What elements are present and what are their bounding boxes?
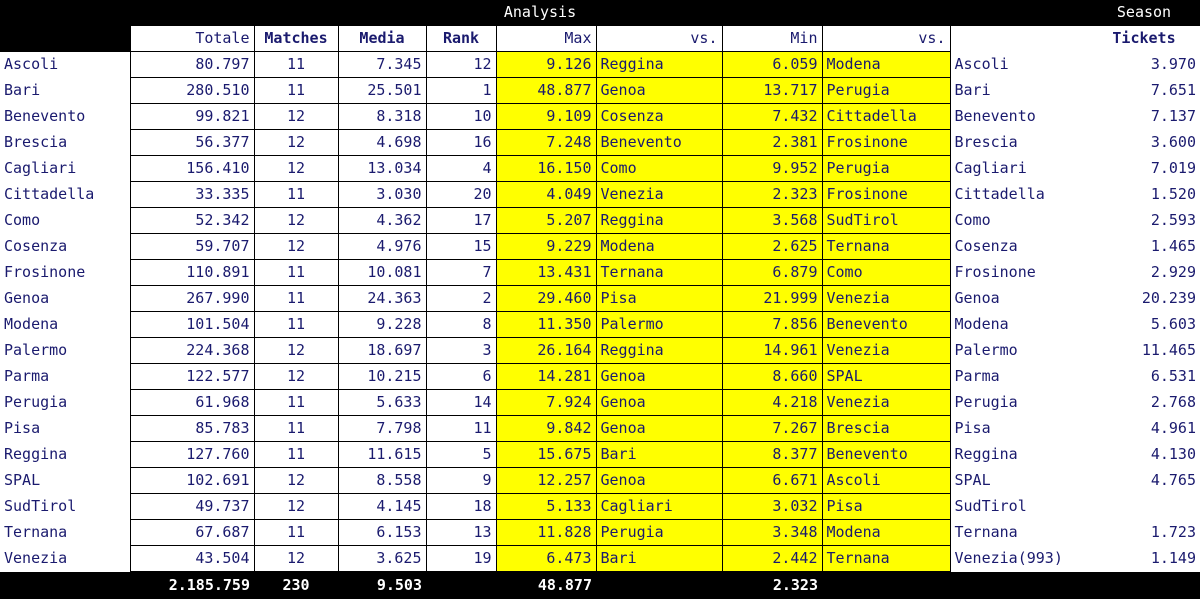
cell-media: 3.625 — [338, 546, 426, 572]
table-row — [0, 494, 1200, 520]
cell-rank: 9 — [426, 468, 496, 494]
totals-rank — [426, 572, 496, 599]
table-row — [0, 442, 1200, 468]
table-row — [0, 260, 1200, 286]
cell-max: 9.126 — [496, 52, 596, 78]
cell-totale: 99.821 — [130, 104, 254, 130]
cell-min-vs: Cittadella — [822, 104, 950, 130]
cell-tickets: 7.137 — [1088, 104, 1200, 130]
cell-min-vs: Ternana — [822, 234, 950, 260]
totals-max-vs — [596, 572, 722, 599]
col-header-media[interactable]: Media — [338, 26, 426, 52]
cell-team: Brescia — [0, 130, 130, 156]
cell-matches: 12 — [254, 494, 338, 520]
cell-max: 16.150 — [496, 156, 596, 182]
header-band-row — [0, 0, 1200, 26]
cell-min-vs: Ascoli — [822, 468, 950, 494]
cell-min-vs: Venezia — [822, 390, 950, 416]
cell-rank: 3 — [426, 338, 496, 364]
cell-max: 11.350 — [496, 312, 596, 338]
cell-max-vs: Como — [596, 156, 722, 182]
cell-tickets: 1.149 — [1088, 546, 1200, 572]
cell-media: 4.362 — [338, 208, 426, 234]
cell-matches: 12 — [254, 468, 338, 494]
cell-team-right: Frosinone — [950, 260, 1088, 286]
cell-rank: 12 — [426, 52, 496, 78]
cell-min-vs: SPAL — [822, 364, 950, 390]
cell-min: 21.999 — [722, 286, 822, 312]
cell-tickets: 2.593 — [1088, 208, 1200, 234]
cell-tickets: 11.465 — [1088, 338, 1200, 364]
cell-totale: 52.342 — [130, 208, 254, 234]
cell-rank: 15 — [426, 234, 496, 260]
cell-max-vs: Benevento — [596, 130, 722, 156]
cell-team: SPAL — [0, 468, 130, 494]
cell-min-vs: Brescia — [822, 416, 950, 442]
cell-team-right: Cittadella — [950, 182, 1088, 208]
cell-min-vs: Como — [822, 260, 950, 286]
table-row — [0, 286, 1200, 312]
cell-totale: 156.410 — [130, 156, 254, 182]
col-header-matches[interactable]: Matches — [254, 26, 338, 52]
cell-media: 4.976 — [338, 234, 426, 260]
col-header-team — [0, 26, 130, 52]
cell-team-right: Venezia(993) — [950, 546, 1088, 572]
cell-max: 7.924 — [496, 390, 596, 416]
cell-team: Frosinone — [0, 260, 130, 286]
cell-media: 6.153 — [338, 520, 426, 546]
cell-min-vs: Benevento — [822, 312, 950, 338]
cell-max: 5.133 — [496, 494, 596, 520]
cell-min-vs: Venezia — [822, 338, 950, 364]
cell-max-vs: Pisa — [596, 286, 722, 312]
cell-team: Cittadella — [0, 182, 130, 208]
table-row — [0, 130, 1200, 156]
totals-max: 48.877 — [496, 572, 596, 599]
cell-team-right: SPAL — [950, 468, 1088, 494]
cell-min-vs: Pisa — [822, 494, 950, 520]
cell-tickets: 3.970 — [1088, 52, 1200, 78]
cell-min: 9.952 — [722, 156, 822, 182]
cell-max: 26.164 — [496, 338, 596, 364]
cell-tickets: 1.465 — [1088, 234, 1200, 260]
totals-media: 9.503 — [338, 572, 426, 599]
cell-team-right: SudTirol — [950, 494, 1088, 520]
cell-min-vs: Perugia — [822, 156, 950, 182]
cell-max: 15.675 — [496, 442, 596, 468]
cell-totale: 49.737 — [130, 494, 254, 520]
cell-tickets: 20.239 — [1088, 286, 1200, 312]
cell-team-right: Ascoli — [950, 52, 1088, 78]
cell-min: 2.442 — [722, 546, 822, 572]
cell-totale: 110.891 — [130, 260, 254, 286]
cell-max: 9.842 — [496, 416, 596, 442]
cell-min-vs: Modena — [822, 520, 950, 546]
cell-matches: 12 — [254, 130, 338, 156]
cell-min: 6.671 — [722, 468, 822, 494]
cell-team-right: Modena — [950, 312, 1088, 338]
cell-min: 3.568 — [722, 208, 822, 234]
cell-team: Parma — [0, 364, 130, 390]
cell-tickets: 2.768 — [1088, 390, 1200, 416]
col-header-totale[interactable]: Totale — [130, 26, 254, 52]
table-row — [0, 52, 1200, 78]
table-row — [0, 234, 1200, 260]
header-analysis-title: Analysis — [130, 0, 950, 26]
cell-matches: 12 — [254, 104, 338, 130]
cell-team-right: Brescia — [950, 130, 1088, 156]
cell-team-right: Como — [950, 208, 1088, 234]
cell-totale: 122.577 — [130, 364, 254, 390]
cell-team: Pisa — [0, 416, 130, 442]
cell-tickets: 6.531 — [1088, 364, 1200, 390]
totals-tickets — [1088, 572, 1200, 599]
cell-media: 8.558 — [338, 468, 426, 494]
cell-media: 25.501 — [338, 78, 426, 104]
cell-max-vs: Palermo — [596, 312, 722, 338]
cell-media: 7.798 — [338, 416, 426, 442]
cell-team: Ternana — [0, 520, 130, 546]
cell-min: 2.381 — [722, 130, 822, 156]
cell-totale: 127.760 — [130, 442, 254, 468]
cell-matches: 12 — [254, 234, 338, 260]
cell-min: 7.267 — [722, 416, 822, 442]
cell-totale: 80.797 — [130, 52, 254, 78]
cell-rank: 20 — [426, 182, 496, 208]
cell-rank: 11 — [426, 416, 496, 442]
cell-media: 3.030 — [338, 182, 426, 208]
cell-max-vs: Genoa — [596, 468, 722, 494]
header-season-tickets-line1: Season — [1088, 0, 1200, 26]
cell-team-right: Cagliari — [950, 156, 1088, 182]
cell-team: Bari — [0, 78, 130, 104]
column-header-row — [0, 26, 1200, 52]
cell-min-vs: SudTirol — [822, 208, 950, 234]
cell-totale: 43.504 — [130, 546, 254, 572]
cell-media: 5.633 — [338, 390, 426, 416]
col-header-team-right — [950, 26, 1088, 52]
cell-min-vs: Venezia — [822, 286, 950, 312]
cell-totale: 101.504 — [130, 312, 254, 338]
cell-rank: 13 — [426, 520, 496, 546]
cell-totale: 280.510 — [130, 78, 254, 104]
cell-matches: 11 — [254, 78, 338, 104]
cell-rank: 6 — [426, 364, 496, 390]
cell-max: 9.109 — [496, 104, 596, 130]
table-row — [0, 468, 1200, 494]
cell-rank: 5 — [426, 442, 496, 468]
cell-tickets: 7.651 — [1088, 78, 1200, 104]
table-row — [0, 104, 1200, 130]
cell-matches: 12 — [254, 546, 338, 572]
cell-max-vs: Genoa — [596, 416, 722, 442]
cell-min: 4.218 — [722, 390, 822, 416]
cell-matches: 11 — [254, 312, 338, 338]
cell-tickets: 1.723 — [1088, 520, 1200, 546]
cell-team: Perugia — [0, 390, 130, 416]
cell-totale: 267.990 — [130, 286, 254, 312]
cell-tickets — [1088, 494, 1200, 520]
cell-totale: 56.377 — [130, 130, 254, 156]
cell-max: 11.828 — [496, 520, 596, 546]
cell-max-vs: Venezia — [596, 182, 722, 208]
totals-min-vs — [822, 572, 950, 599]
cell-totale: 61.968 — [130, 390, 254, 416]
cell-matches: 11 — [254, 520, 338, 546]
cell-team: Cosenza — [0, 234, 130, 260]
cell-min: 13.717 — [722, 78, 822, 104]
cell-max-vs: Cagliari — [596, 494, 722, 520]
cell-min: 8.377 — [722, 442, 822, 468]
cell-max-vs: Bari — [596, 546, 722, 572]
cell-min-vs: Ternana — [822, 546, 950, 572]
cell-team-right: Palermo — [950, 338, 1088, 364]
cell-max: 9.229 — [496, 234, 596, 260]
cell-max: 6.473 — [496, 546, 596, 572]
cell-team-right: Parma — [950, 364, 1088, 390]
cell-max-vs: Ternana — [596, 260, 722, 286]
cell-team: SudTirol — [0, 494, 130, 520]
cell-max: 5.207 — [496, 208, 596, 234]
cell-totale: 85.783 — [130, 416, 254, 442]
cell-tickets: 2.929 — [1088, 260, 1200, 286]
cell-matches: 12 — [254, 364, 338, 390]
totals-min: 2.323 — [722, 572, 822, 599]
cell-min: 2.323 — [722, 182, 822, 208]
cell-totale: 59.707 — [130, 234, 254, 260]
cell-min: 3.032 — [722, 494, 822, 520]
cell-matches: 12 — [254, 338, 338, 364]
cell-max-vs: Reggina — [596, 208, 722, 234]
cell-rank: 1 — [426, 78, 496, 104]
cell-media: 8.318 — [338, 104, 426, 130]
cell-totale: 67.687 — [130, 520, 254, 546]
table-row — [0, 546, 1200, 572]
cell-rank: 10 — [426, 104, 496, 130]
cell-team-right: Ternana — [950, 520, 1088, 546]
cell-rank: 17 — [426, 208, 496, 234]
table-row — [0, 182, 1200, 208]
cell-media: 7.345 — [338, 52, 426, 78]
cell-max: 48.877 — [496, 78, 596, 104]
col-header-max-vs[interactable]: vs. — [596, 26, 722, 52]
table-row — [0, 338, 1200, 364]
cell-rank: 8 — [426, 312, 496, 338]
cell-max: 7.248 — [496, 130, 596, 156]
table-row — [0, 390, 1200, 416]
totals-matches: 230 — [254, 572, 338, 599]
cell-min-vs: Frosinone — [822, 182, 950, 208]
cell-min: 3.348 — [722, 520, 822, 546]
cell-tickets: 1.520 — [1088, 182, 1200, 208]
cell-media: 4.145 — [338, 494, 426, 520]
cell-rank: 7 — [426, 260, 496, 286]
cell-matches: 11 — [254, 442, 338, 468]
cell-team-right: Benevento — [950, 104, 1088, 130]
cell-totale: 33.335 — [130, 182, 254, 208]
cell-max-vs: Bari — [596, 442, 722, 468]
cell-media: 18.697 — [338, 338, 426, 364]
cell-team-right: Genoa — [950, 286, 1088, 312]
cell-media: 9.228 — [338, 312, 426, 338]
header-season-tickets-line2: Tickets — [1088, 26, 1200, 52]
cell-team: Reggina — [0, 442, 130, 468]
cell-matches: 11 — [254, 52, 338, 78]
cell-tickets: 4.130 — [1088, 442, 1200, 468]
cell-matches: 11 — [254, 286, 338, 312]
col-header-max[interactable]: Max — [496, 26, 596, 52]
cell-media: 11.615 — [338, 442, 426, 468]
cell-team: Modena — [0, 312, 130, 338]
cell-max-vs: Reggina — [596, 52, 722, 78]
cell-team: Benevento — [0, 104, 130, 130]
cell-totale: 102.691 — [130, 468, 254, 494]
cell-max: 12.257 — [496, 468, 596, 494]
cell-matches: 11 — [254, 260, 338, 286]
cell-max-vs: Modena — [596, 234, 722, 260]
cell-tickets: 5.603 — [1088, 312, 1200, 338]
cell-min: 2.625 — [722, 234, 822, 260]
cell-max-vs: Genoa — [596, 78, 722, 104]
totals-label-spacer — [0, 572, 130, 599]
cell-max-vs: Perugia — [596, 520, 722, 546]
cell-rank: 14 — [426, 390, 496, 416]
cell-team-right: Pisa — [950, 416, 1088, 442]
cell-max: 14.281 — [496, 364, 596, 390]
cell-media: 10.215 — [338, 364, 426, 390]
cell-media: 24.363 — [338, 286, 426, 312]
cell-max-vs: Cosenza — [596, 104, 722, 130]
cell-media: 10.081 — [338, 260, 426, 286]
cell-max: 13.431 — [496, 260, 596, 286]
cell-rank: 2 — [426, 286, 496, 312]
cell-media: 4.698 — [338, 130, 426, 156]
cell-min: 7.432 — [722, 104, 822, 130]
cell-matches: 11 — [254, 390, 338, 416]
cell-min-vs: Frosinone — [822, 130, 950, 156]
cell-min: 7.856 — [722, 312, 822, 338]
header-spacer-left — [0, 0, 130, 26]
cell-matches: 12 — [254, 208, 338, 234]
table-row — [0, 78, 1200, 104]
cell-min: 8.660 — [722, 364, 822, 390]
cell-min-vs: Perugia — [822, 78, 950, 104]
cell-matches: 12 — [254, 156, 338, 182]
cell-team: Genoa — [0, 286, 130, 312]
totals-row — [0, 572, 1200, 599]
cell-team-right: Cosenza — [950, 234, 1088, 260]
table-row — [0, 208, 1200, 234]
cell-min: 14.961 — [722, 338, 822, 364]
totals-totale: 2.185.759 — [130, 572, 254, 599]
cell-media: 13.034 — [338, 156, 426, 182]
cell-team: Venezia — [0, 546, 130, 572]
col-header-min[interactable]: Min — [722, 26, 822, 52]
cell-rank: 18 — [426, 494, 496, 520]
totals-team-right — [950, 572, 1088, 599]
cell-team-right: Reggina — [950, 442, 1088, 468]
cell-tickets: 3.600 — [1088, 130, 1200, 156]
table-row — [0, 416, 1200, 442]
cell-min: 6.059 — [722, 52, 822, 78]
cell-team: Ascoli — [0, 52, 130, 78]
cell-tickets: 4.765 — [1088, 468, 1200, 494]
cell-team: Como — [0, 208, 130, 234]
cell-totale: 224.368 — [130, 338, 254, 364]
cell-matches: 11 — [254, 182, 338, 208]
cell-tickets: 7.019 — [1088, 156, 1200, 182]
cell-min-vs: Benevento — [822, 442, 950, 468]
col-header-min-vs[interactable]: vs. — [822, 26, 950, 52]
table-row — [0, 312, 1200, 338]
col-header-rank[interactable]: Rank — [426, 26, 496, 52]
cell-matches: 11 — [254, 416, 338, 442]
cell-max: 4.049 — [496, 182, 596, 208]
table-row — [0, 156, 1200, 182]
header-spacer-right — [950, 0, 1088, 26]
cell-team: Palermo — [0, 338, 130, 364]
cell-rank: 16 — [426, 130, 496, 156]
cell-max: 29.460 — [496, 286, 596, 312]
cell-team-right: Perugia — [950, 390, 1088, 416]
cell-max-vs: Genoa — [596, 364, 722, 390]
cell-max-vs: Genoa — [596, 390, 722, 416]
cell-team: Cagliari — [0, 156, 130, 182]
table-row — [0, 520, 1200, 546]
table-row — [0, 364, 1200, 390]
cell-max-vs: Reggina — [596, 338, 722, 364]
cell-rank: 4 — [426, 156, 496, 182]
cell-tickets: 4.961 — [1088, 416, 1200, 442]
cell-min: 6.879 — [722, 260, 822, 286]
cell-min-vs: Modena — [822, 52, 950, 78]
cell-rank: 19 — [426, 546, 496, 572]
cell-team-right: Bari — [950, 78, 1088, 104]
